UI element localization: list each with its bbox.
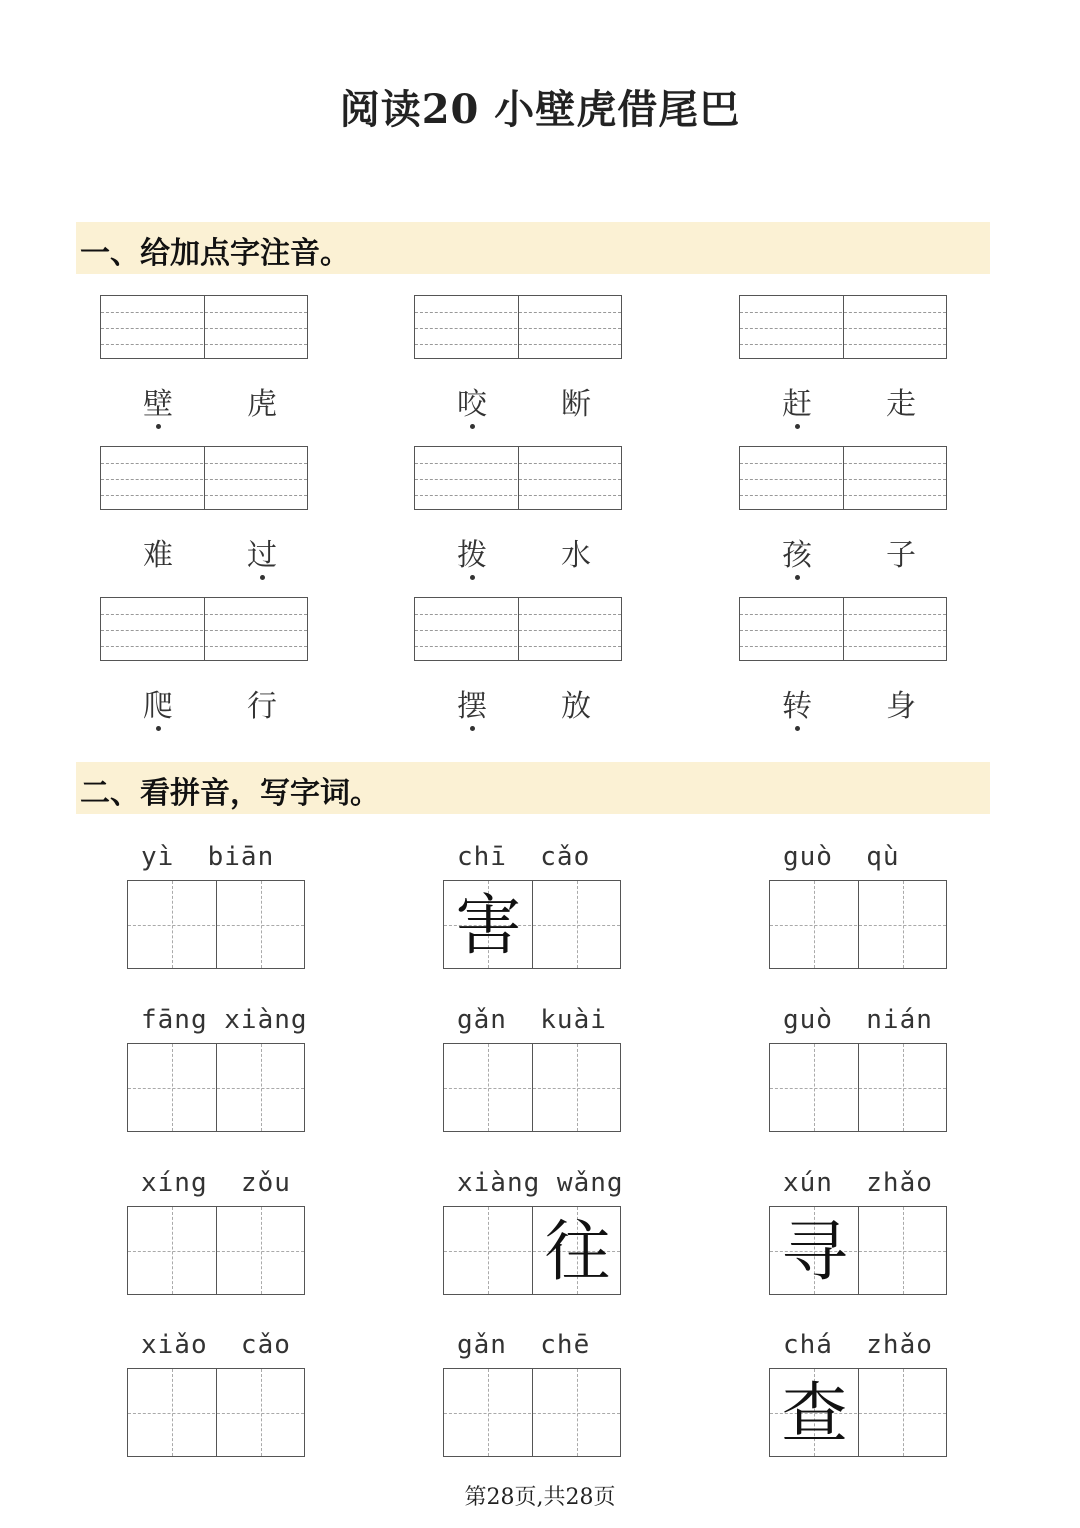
word-character: 难 <box>143 538 173 573</box>
character-writing-grid[interactable] <box>769 1368 947 1457</box>
pinyin-prompt: chá zhǎo <box>783 1330 933 1360</box>
given-character <box>128 1044 217 1133</box>
word-character: 赶 <box>777 379 817 423</box>
pinyin-prompt: xún zhǎo <box>783 1168 933 1198</box>
word-character: 水 <box>561 538 591 573</box>
word-character: 咬 <box>452 379 492 423</box>
pinyin-answer-box[interactable] <box>414 295 622 359</box>
given-character <box>770 1044 859 1133</box>
word-character: 子 <box>886 538 916 573</box>
given-character <box>533 1044 622 1133</box>
word-character: 拨 <box>452 530 492 574</box>
given-character: 查 <box>781 1375 848 1452</box>
given-character <box>859 1044 948 1133</box>
pinyin-answer-box[interactable] <box>100 597 308 661</box>
pinyin-prompt: guò qù <box>783 842 900 872</box>
word-character: 爬 <box>138 681 178 725</box>
box-divider <box>518 296 519 358</box>
given-character <box>859 1369 948 1458</box>
character-writing-grid[interactable] <box>443 1368 621 1457</box>
section-1-header <box>76 222 990 274</box>
character-writing-grid[interactable] <box>443 1206 621 1295</box>
word-character: 转 <box>777 681 817 725</box>
pinyin-answer-box[interactable] <box>739 597 947 661</box>
given-character <box>217 1207 306 1296</box>
pinyin-answer-box[interactable] <box>739 446 947 510</box>
pinyin-prompt: gǎn chē <box>457 1330 591 1360</box>
box-divider <box>518 598 519 660</box>
given-character <box>217 881 306 970</box>
pinyin-prompt: yì biān <box>141 842 275 872</box>
pinyin-prompt: guò nián <box>783 1005 933 1035</box>
box-divider <box>843 296 844 358</box>
pinyin-prompt: chī cǎo <box>457 842 591 872</box>
pinyin-answer-box[interactable] <box>100 295 308 359</box>
pinyin-answer-box[interactable] <box>100 446 308 510</box>
character-writing-grid[interactable] <box>443 1043 621 1132</box>
character-writing-grid[interactable] <box>769 1206 947 1295</box>
given-character: 往 <box>544 1213 611 1290</box>
given-character <box>770 881 859 970</box>
given-character <box>217 1044 306 1133</box>
word-character: 虎 <box>247 387 277 422</box>
box-divider <box>518 447 519 509</box>
given-character: 害 <box>455 887 522 964</box>
character-writing-grid[interactable] <box>127 1206 305 1295</box>
section-2-heading: 二、看拼音，写字词。 <box>80 776 380 811</box>
box-divider <box>843 598 844 660</box>
pinyin-prompt: xíng zǒu <box>141 1168 291 1198</box>
character-writing-grid[interactable] <box>443 880 621 969</box>
pinyin-prompt: gǎn kuài <box>457 1005 607 1035</box>
word-character: 过 <box>242 530 282 574</box>
word-character: 行 <box>247 689 277 724</box>
given-character <box>444 1044 533 1133</box>
character-writing-grid[interactable] <box>127 1368 305 1457</box>
pinyin-answer-box[interactable] <box>739 295 947 359</box>
section-1-heading: 一、给加点字注音。 <box>80 236 350 271</box>
word-character: 摆 <box>452 681 492 725</box>
section-2-header <box>76 762 990 814</box>
given-character <box>444 1369 533 1458</box>
given-character <box>859 1207 948 1296</box>
box-divider <box>843 447 844 509</box>
character-writing-grid[interactable] <box>127 1043 305 1132</box>
pinyin-prompt: fāng xiàng <box>141 1005 308 1035</box>
given-character <box>128 881 217 970</box>
given-character <box>533 1369 622 1458</box>
word-character: 壁 <box>138 379 178 423</box>
pinyin-prompt: xiàng wǎng <box>457 1168 624 1198</box>
given-character <box>217 1369 306 1458</box>
page-title: 阅读20 小壁虎借尾巴 <box>339 86 741 133</box>
given-character: 寻 <box>781 1213 848 1290</box>
pinyin-prompt: xiǎo cǎo <box>141 1330 291 1360</box>
word-character: 放 <box>561 689 591 724</box>
word-character: 孩 <box>777 530 817 574</box>
word-character: 走 <box>886 387 916 422</box>
box-divider <box>204 447 205 509</box>
character-writing-grid[interactable] <box>769 1043 947 1132</box>
word-character: 身 <box>886 689 916 724</box>
box-divider <box>204 598 205 660</box>
given-character <box>859 881 948 970</box>
given-character <box>128 1369 217 1458</box>
character-writing-grid[interactable] <box>769 880 947 969</box>
page-footer: 第28页,共28页 <box>464 1485 616 1510</box>
character-writing-grid[interactable] <box>127 880 305 969</box>
pinyin-answer-box[interactable] <box>414 597 622 661</box>
given-character <box>533 881 622 970</box>
given-character <box>128 1207 217 1296</box>
pinyin-answer-box[interactable] <box>414 446 622 510</box>
box-divider <box>204 296 205 358</box>
given-character <box>444 1207 533 1296</box>
word-character: 断 <box>561 387 591 422</box>
